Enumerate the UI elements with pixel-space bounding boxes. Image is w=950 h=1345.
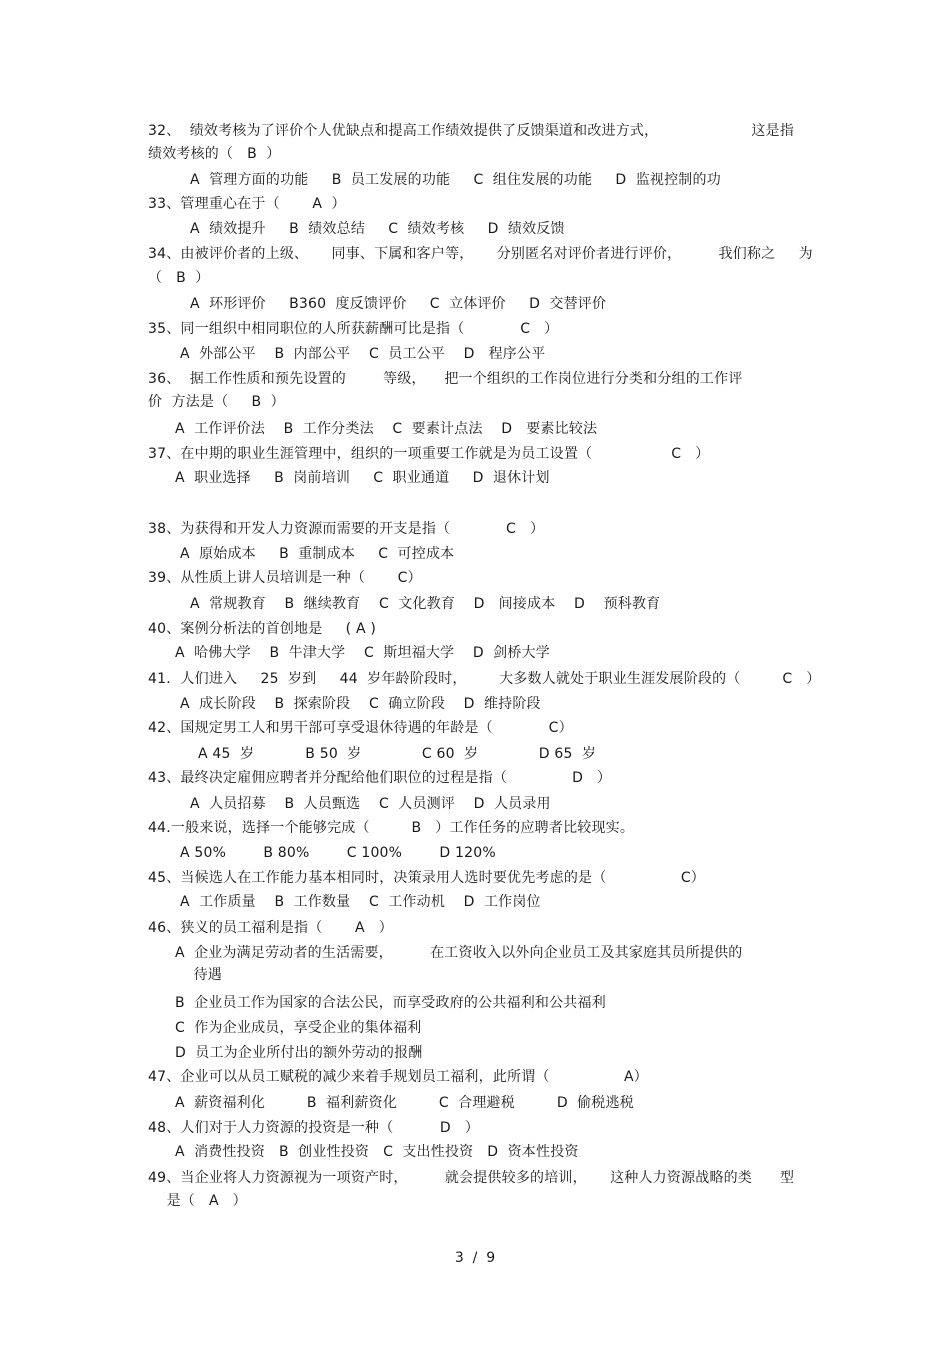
question-47: 47、企业可以从员工赋税的减少来着手规划员工福利，此所谓（ A） xyxy=(148,1069,648,1085)
question-44-options: A 50% B 80% C 100% D 120% xyxy=(180,845,496,861)
question-49-cont: 是（ A ） xyxy=(148,1193,247,1209)
question-40: 40、案例分析法的首创地是 ( A ) xyxy=(148,621,377,637)
question-32-options: A 管理方面的功能 B 员工发展的功能 C 组住发展的功能 D 监视控制的功 xyxy=(190,172,721,188)
question-48: 48、人们对于人力资源的投资是一种（ D ） xyxy=(148,1120,480,1136)
question-48-options: A 消费性投资 B 创业性投资 C 支出性投资 D 资本性投资 xyxy=(175,1144,579,1160)
question-34-options: A 环形评价 B360 度反馈评价 C 立体评价 D 交替评价 xyxy=(190,296,607,312)
question-32: 32、 绩效考核为了评价个人优缺点和提高工作绩效提供了反馈渠道和改进方式， 这是指 xyxy=(148,123,794,139)
question-36-cont: 价 方法是（ B ） xyxy=(148,394,285,410)
question-47-options: A 薪资福利化 B 福利薪资化 C 合理避税 D 偷税逃税 xyxy=(175,1095,634,1111)
question-46-option-b: B 企业员工作为国家的合法公民，而享受政府的公共福利和公共福利 xyxy=(175,995,606,1011)
question-34: 34、由被评价者的上级、 同事、下属和客户等， 分别匿名对评价者进行评价， 我们称之 为 xyxy=(148,246,813,262)
question-38-options: A 原始成本 B 重制成本 C 可控成本 xyxy=(180,546,455,562)
question-40-options: A 哈佛大学 B 牛津大学 C 斯坦福大学 D 剑桥大学 xyxy=(175,645,550,661)
question-45: 45、当候选人在工作能力基本相同时，决策录用人选时要优先考虑的是（ C） xyxy=(148,870,705,886)
question-33: 33、管理重心在于（ A ） xyxy=(148,196,346,212)
question-33-options: A 绩效提升 B 绩效总结 C 绩效考核 D 绩效反馈 xyxy=(190,221,565,237)
question-36-options: A 工作评价法 B 工作分类法 C 要素计点法 D 要素比较法 xyxy=(175,421,598,437)
question-42-options: A 45 岁 B 50 岁 C 60 岁 D 65 岁 xyxy=(198,746,597,762)
question-46-option-a: A 企业为满足劳动者的生活需要， 在工资收入以外向企业员工及其家庭其员所提供的 xyxy=(175,945,743,961)
question-44: 44.一般来说，选择一个能够完成（ B ）工作任务的应聘者比较现实。 xyxy=(148,820,635,836)
question-41-options: A 成长阶段 B 探索阶段 C 确立阶段 D 维持阶段 xyxy=(180,696,541,712)
question-34-cont: （ B ） xyxy=(148,270,210,286)
question-37-options: A 职业选择 B 岗前培训 C 职业通道 D 退休计划 xyxy=(175,470,550,486)
question-46: 46、狭义的员工福利是指（ A ） xyxy=(148,920,393,936)
question-43-options: A 人员招募 B 人员甄选 C 人员测评 D 人员录用 xyxy=(190,796,551,812)
question-36: 36、 据工作性质和预先设置的 等级， 把一个组织的工作岗位进行分类和分组的工作评 xyxy=(148,371,743,387)
question-46-option-a-cont: 待遇 xyxy=(175,967,223,983)
question-39: 39、从性质上讲人员培训是一种（ C） xyxy=(148,570,422,586)
question-45-options: A 工作质量 B 工作数量 C 工作动机 D 工作岗位 xyxy=(180,894,541,910)
question-41: 41．人们进入 25 岁到 44 岁年龄阶段时， 大多数人就处于职业生涯发展阶段的（ C ） xyxy=(148,671,821,687)
question-49: 49、当企业将人力资源视为一项资产时， 就会提供较多的培训， 这种人力资源战略的类 型 xyxy=(148,1170,795,1186)
question-46-option-d: D 员工为企业所付出的额外劳动的报酬 xyxy=(175,1045,423,1061)
question-35-options: A 外部公平 B 内部公平 C 员工公平 D 程序公平 xyxy=(180,346,546,362)
page-number: 3 / 9 xyxy=(454,1250,496,1266)
question-32-cont: 绩效考核的（ B ） xyxy=(148,146,281,162)
question-38: 38、为获得和开发人力资源而需要的开支是指（ C ） xyxy=(148,521,545,537)
question-39-options: A 常规教育 B 继续教育 C 文化教育 D 间接成本 D 预科教育 xyxy=(190,596,661,612)
question-42: 42、国规定男工人和男干部可享受退休待遇的年龄是（ C） xyxy=(148,720,573,736)
question-43: 43、最终决定雇佣应聘者并分配给他们职位的过程是指（ D ） xyxy=(148,770,612,786)
question-37: 37、在中期的职业生涯管理中，组织的一项重要工作就是为员工设置（ C ） xyxy=(148,446,710,462)
question-35: 35、同一组织中相同职位的人所获薪酬可比是指（ C ） xyxy=(148,321,559,337)
question-46-option-c: C 作为企业成员，享受企业的集体福利 xyxy=(175,1020,422,1036)
